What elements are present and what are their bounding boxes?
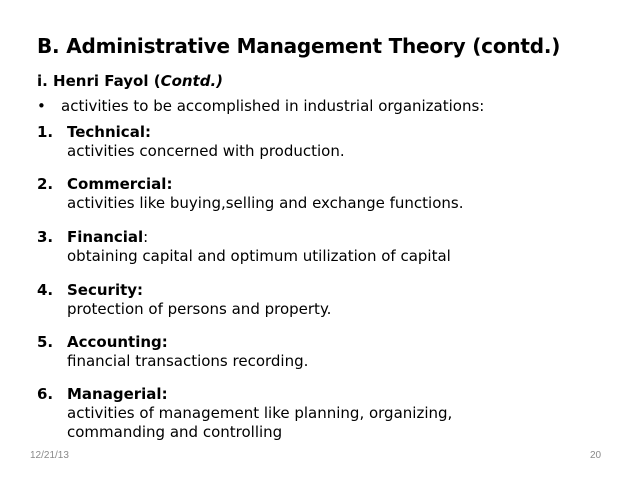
slide-title: B. Administrative Management Theory (contd.) bbox=[37, 34, 561, 58]
list-item-heading: Financial bbox=[67, 228, 144, 246]
list-item-heading: Commercial: bbox=[67, 175, 173, 193]
list-item-commercial bbox=[37, 175, 463, 213]
subtitle-italic-text: Contd.) bbox=[160, 72, 224, 90]
list-item-accounting bbox=[37, 333, 308, 371]
list-item-number: 2. bbox=[37, 175, 54, 193]
list-item-managerial bbox=[37, 385, 452, 442]
list-item-financial bbox=[37, 228, 451, 266]
intro-bullet-text: activities to be accomplished in industrial organizations: bbox=[61, 97, 485, 115]
slide-subtitle bbox=[37, 72, 223, 90]
list-item-number: 6. bbox=[37, 385, 54, 403]
list-item-heading: Managerial: bbox=[67, 385, 168, 403]
list-item-number: 1. bbox=[37, 123, 54, 141]
bullet-icon: • bbox=[37, 97, 46, 115]
list-item-technical bbox=[37, 123, 345, 161]
intro-bullet bbox=[37, 97, 484, 115]
subtitle-text: i. Henri Fayol ( bbox=[37, 72, 161, 90]
page-number: 20 bbox=[590, 450, 602, 461]
list-item-description: activities like buying,selling and exchange functions. bbox=[67, 194, 464, 212]
list-item-heading-suffix: : bbox=[143, 228, 149, 246]
list-item-number: 3. bbox=[37, 228, 54, 246]
list-item-description: protection of persons and property. bbox=[67, 300, 332, 318]
list-item-heading: Security: bbox=[67, 281, 144, 299]
list-item-description: activities of management like planning, organizing, bbox=[67, 404, 453, 422]
list-item-security bbox=[37, 281, 331, 319]
list-item-heading: Technical: bbox=[67, 123, 151, 141]
list-item-number: 4. bbox=[37, 281, 54, 299]
list-item-heading: Accounting: bbox=[67, 333, 168, 351]
list-item-number: 5. bbox=[37, 333, 54, 351]
list-item-description: obtaining capital and optimum utilization of capital bbox=[67, 247, 451, 265]
list-item-description-line2: commanding and controlling bbox=[67, 423, 283, 441]
list-item-description: financial transactions recording. bbox=[67, 352, 309, 370]
footer-date: 12/21/13 bbox=[30, 450, 69, 461]
list-item-description: activities concerned with production. bbox=[67, 142, 345, 160]
